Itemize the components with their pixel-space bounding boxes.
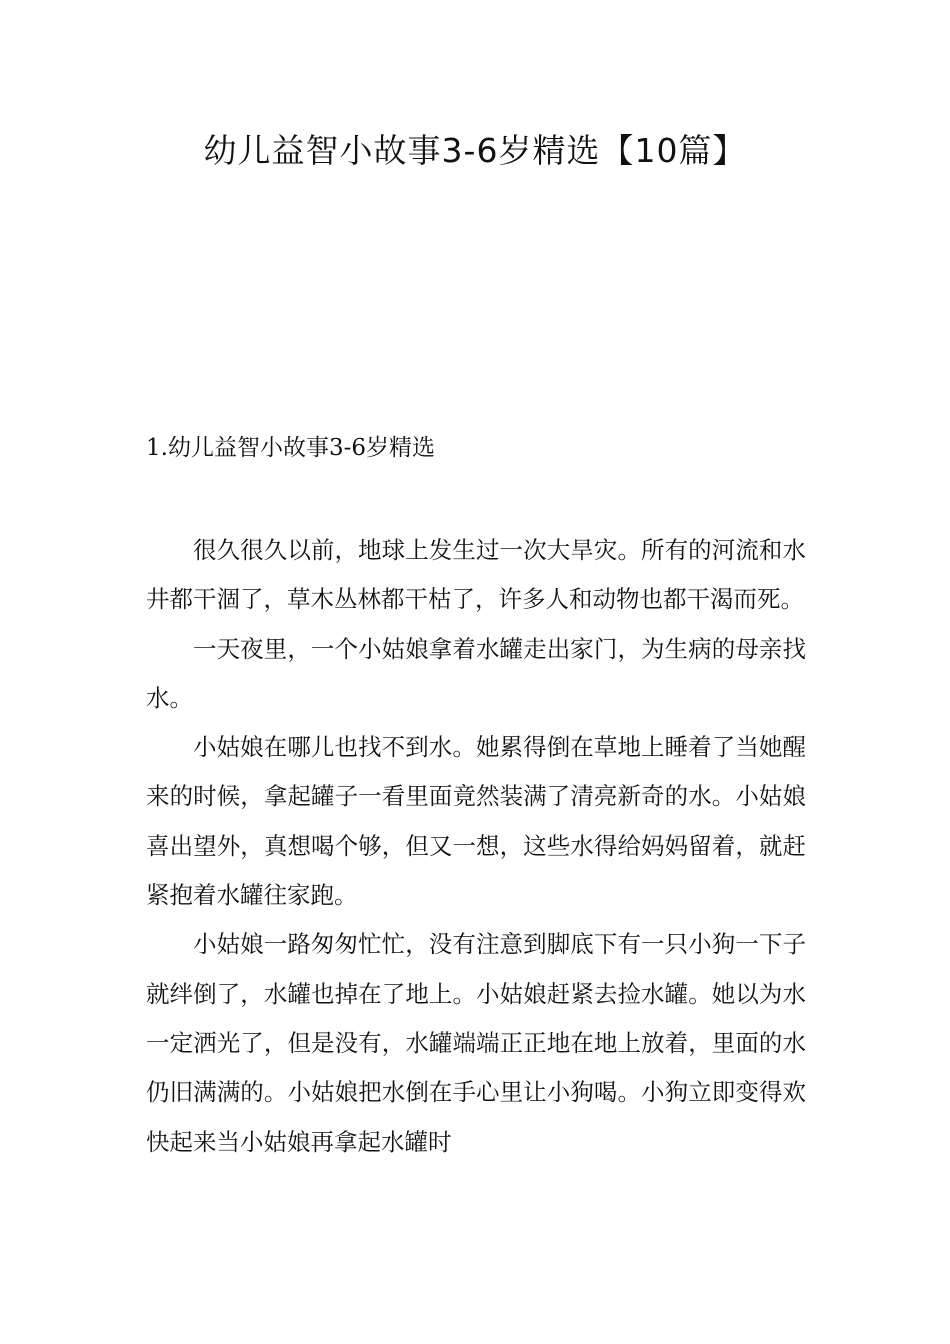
story-body <box>146 526 806 1167</box>
document-title: 幼儿益智小故事3-6岁精选【10篇】 <box>203 131 747 170</box>
section-heading: 1.幼儿益智小故事3-6岁精选 <box>146 435 435 461</box>
story-paragraph-1: 很久很久以前，地球上发生过一次大旱灾。所有的河流和水井都干涸了，草木丛林都干枯了，许多人和动物也都干渴而死。 <box>146 536 806 614</box>
story-paragraph-2: 一天夜里，一个小姑娘拿着水罐走出家门，为生病的母亲找水。 <box>146 634 806 712</box>
story-paragraph-3: 小姑娘在哪儿也找不到水。她累得倒在草地上睡着了当她醒来的时候，拿起罐子一看里面竟然装满了清亮新奇的水。小姑娘喜出望外，真想喝个够，但又一想，这些水得给妈妈留着，就赶紧抱着水罐往家跑。 <box>146 733 806 910</box>
story-paragraph-4: 小姑娘一路匆匆忙忙，没有注意到脚底下有一只小狗一下子就绊倒了，水罐也掉在了地上。小姑娘赶紧去捡水罐。她以为水一定洒光了，但是没有，水罐端端正正地在地上放着，里面的水仍旧满满的。小姑娘把水倒在手心里让小狗喝。小狗立即变得欢快起来当小姑娘再拿起水罐时 <box>146 930 806 1156</box>
